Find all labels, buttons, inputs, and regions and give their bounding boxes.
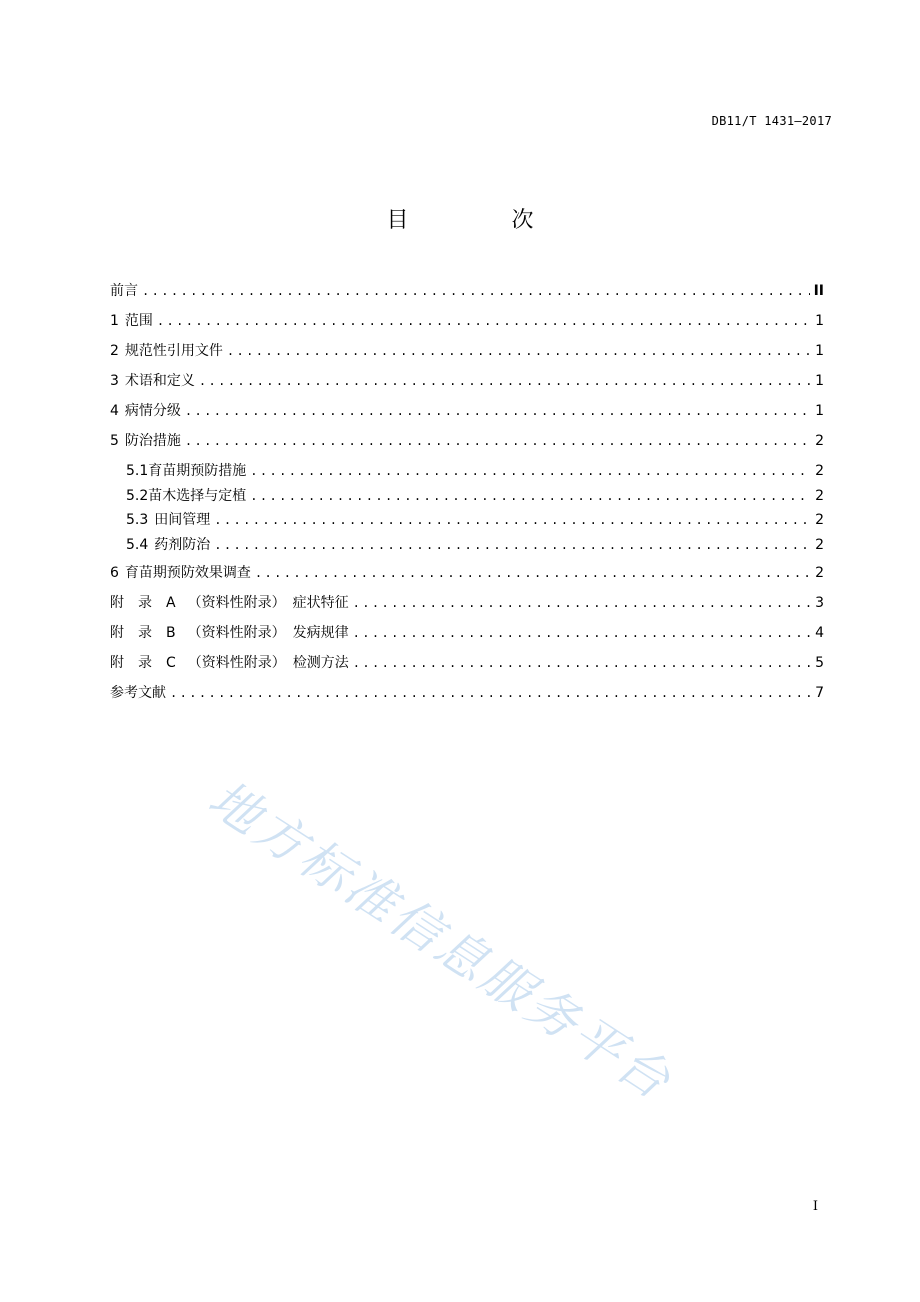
toc-entry-label: 5 防治措施 — [110, 433, 181, 449]
toc-entry-terms-definitions[interactable] — [110, 370, 824, 400]
toc-entry-effect-survey[interactable] — [110, 562, 824, 592]
toc-entry-label: 2 规范性引用文件 — [110, 343, 223, 359]
toc-dot-leader — [255, 566, 811, 580]
toc-entry-label: 6 育苗期预防效果调查 — [110, 565, 251, 581]
toc-entry-label: 1 范围 — [110, 313, 153, 329]
toc-page-number: 2 — [815, 512, 824, 528]
toc-entry-label: 4 病情分级 — [110, 403, 181, 419]
toc-page-number: 4 — [815, 625, 824, 641]
toc-page-number: 2 — [815, 487, 824, 504]
toc-dot-leader — [214, 513, 811, 527]
toc-dot-leader — [199, 374, 811, 388]
toc-page-number: 1 — [815, 403, 824, 419]
toc-dot-leader — [250, 489, 811, 503]
toc-page-number: 5 — [815, 655, 824, 671]
toc-title: 目 次 — [386, 208, 582, 233]
toc-entry-label: 5.1育苗期预防措施 — [126, 463, 247, 479]
toc-entry-appendix-c[interactable] — [110, 652, 824, 682]
toc-page-number: 1 — [815, 343, 824, 359]
toc-entry-label: 5.3 田间管理 — [126, 512, 211, 528]
toc-entry-normative-references[interactable] — [110, 340, 824, 370]
toc-dot-leader — [185, 404, 811, 418]
toc-page-number: 2 — [815, 463, 824, 479]
toc-page-number: 2 — [815, 433, 824, 449]
toc-entry-bibliography[interactable] — [110, 682, 824, 712]
toc-entry-appendix-b[interactable] — [110, 622, 824, 652]
toc-entry-label: 参考文献 — [110, 685, 166, 701]
document-code: DB11/T 1431—2017 — [711, 114, 832, 128]
toc-entry-label: 5.4 药剂防治 — [126, 536, 211, 553]
toc-page-number: 2 — [815, 565, 824, 581]
toc-dot-leader — [227, 344, 811, 358]
page-number: I — [812, 1199, 818, 1214]
toc-entry-label: 附 录 C （资料性附录） 检测方法 — [110, 655, 349, 671]
toc-entry-chemical-control[interactable] — [110, 534, 824, 559]
toc-page-number: 3 — [815, 595, 824, 611]
toc-entry-label: 附 录 A （资料性附录） 症状特征 — [110, 595, 349, 611]
toc-dot-leader — [353, 656, 811, 670]
toc-entry-label: 3 术语和定义 — [110, 373, 195, 389]
toc-entry-label: 附 录 B （资料性附录） 发病规律 — [110, 625, 349, 641]
toc-dot-leader — [250, 464, 811, 478]
toc-entry-disease-grading[interactable] — [110, 400, 824, 430]
toc-entry-preface[interactable] — [110, 280, 824, 310]
toc-page-number: 2 — [815, 536, 824, 553]
table-of-contents — [110, 280, 824, 712]
toc-page-number: II — [813, 283, 824, 299]
toc-dot-leader — [214, 538, 811, 552]
toc-entry-control-measures[interactable] — [110, 430, 824, 460]
toc-dot-leader — [170, 686, 811, 700]
toc-dot-leader — [142, 284, 810, 298]
toc-entry-nursery-prevention[interactable] — [110, 460, 824, 485]
toc-page-number: 7 — [815, 685, 824, 701]
toc-entry-label: 前言 — [110, 283, 138, 299]
toc-dot-leader — [353, 626, 811, 640]
toc-entry-seedling-selection[interactable] — [110, 485, 824, 510]
toc-entry-label: 5.2苗木选择与定植 — [126, 487, 247, 504]
toc-page-number: 1 — [815, 373, 824, 389]
toc-dot-leader — [185, 434, 811, 448]
toc-dot-leader — [353, 596, 812, 610]
toc-entry-scope[interactable] — [110, 310, 824, 340]
toc-page-number: 1 — [815, 313, 824, 329]
toc-entry-field-management[interactable] — [110, 509, 824, 534]
toc-dot-leader — [157, 314, 811, 328]
watermark: 地方标准信息服务平台 — [198, 769, 683, 1112]
toc-entry-appendix-a[interactable] — [110, 592, 824, 622]
